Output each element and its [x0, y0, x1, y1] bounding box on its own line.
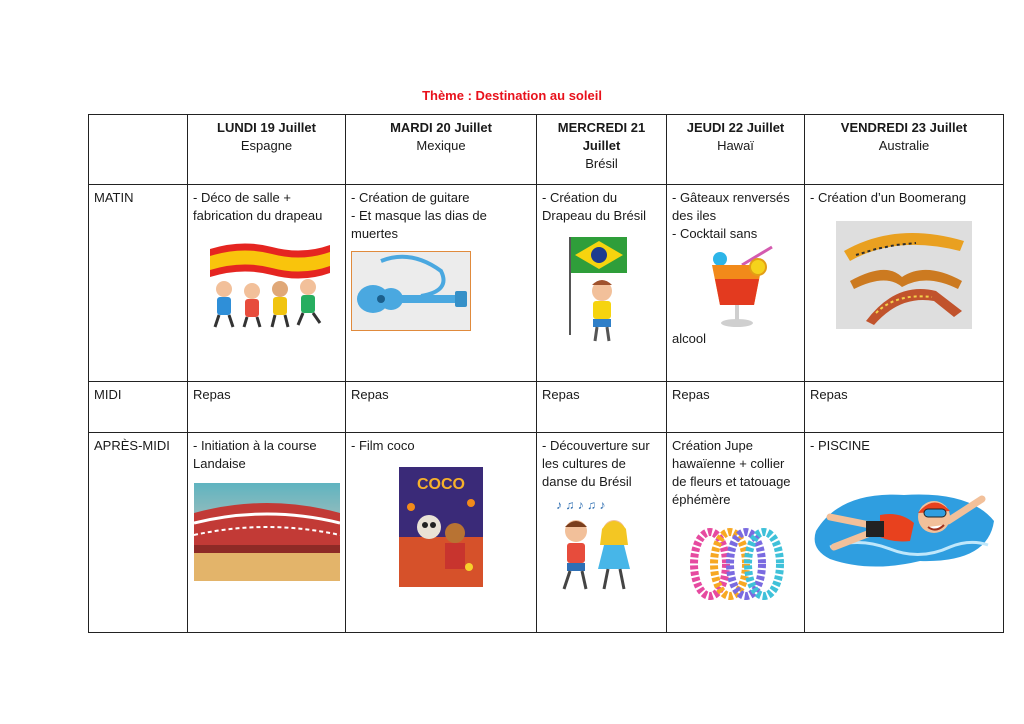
- day-country: Hawaï: [717, 138, 754, 153]
- noon-row: [89, 382, 1004, 433]
- activity-cell: Repas: [537, 382, 667, 433]
- activity-cell: [667, 185, 805, 382]
- children-group: [215, 279, 320, 327]
- activity-line: - PISCINE: [810, 438, 870, 453]
- activity-line: muertes: [351, 226, 398, 241]
- painted-boomerangs-photo: [836, 221, 972, 329]
- corner-cell: [89, 115, 188, 185]
- activity-cell: [667, 433, 805, 633]
- activity-line: - Cocktail sans: [672, 226, 758, 241]
- activity-cell: [346, 185, 537, 382]
- activity-line: - Création de guitare: [351, 190, 470, 205]
- activity-cell: [188, 185, 346, 382]
- activity-line: de fleurs et tatouage: [672, 474, 791, 489]
- activity-line: les cultures de: [542, 456, 626, 471]
- row-label-matin: MATIN: [89, 185, 188, 382]
- activity-cell: [537, 185, 667, 382]
- coco-movie-poster: [399, 467, 483, 587]
- activity-cell: [537, 433, 667, 633]
- tropical-cocktail-illustration: [702, 245, 777, 330]
- activity-line: fabrication du drapeau: [193, 208, 323, 223]
- activity-line: - Et masque las dias de: [351, 208, 487, 223]
- activity-line: éphémère: [672, 492, 731, 507]
- day-header: [805, 115, 1004, 185]
- day-title: MERCREDI 21 Juillet: [557, 120, 646, 153]
- activity-cell: Repas: [667, 382, 805, 433]
- activity-line: - Création d’un Boomerang: [810, 190, 967, 205]
- day-title: VENDREDI 23 Juillet: [840, 120, 968, 135]
- blue-ukulele-photo: [351, 251, 471, 331]
- flower-leis-photo: [688, 527, 784, 601]
- bullring-arena-illustration: [194, 483, 340, 581]
- activity-line: Création Jupe: [672, 438, 753, 453]
- activity-cell: [188, 433, 346, 633]
- activity-line: des iles: [672, 208, 717, 223]
- activity-cell: [346, 433, 537, 633]
- activity-schedule-table: [88, 114, 1004, 633]
- activity-line: - Déco de salle +: [193, 190, 291, 205]
- activity-cell: [805, 433, 1004, 633]
- activity-cell: [805, 185, 1004, 382]
- row-label-midi: MIDI: [89, 382, 188, 433]
- day-country: Mexique: [416, 138, 466, 153]
- day-country: Australie: [878, 138, 930, 153]
- page-title: Thème : Destination au soleil: [422, 88, 602, 103]
- morning-row: [89, 185, 1004, 382]
- boy-with-brazil-flag-illustration: [562, 235, 632, 345]
- header-row: [89, 115, 1004, 185]
- activity-cell: Repas: [346, 382, 537, 433]
- spain-flag-children-illustration: [202, 239, 332, 329]
- afternoon-row: [89, 433, 1004, 633]
- svg-text:COCO: COCO: [417, 476, 465, 493]
- activity-line: - Découverture sur: [542, 438, 650, 453]
- row-label-apres-midi: APRÈS-MIDI: [89, 433, 188, 633]
- day-header: [346, 115, 537, 185]
- activity-line: danse du Brésil: [542, 474, 632, 489]
- day-title: MARDI 20 Juillet: [390, 120, 492, 135]
- day-header: [537, 115, 667, 185]
- day-header: [188, 115, 346, 185]
- activity-line: Drapeau du Brésil: [542, 208, 647, 223]
- activity-line: - Film coco: [351, 438, 415, 453]
- activity-line: - Création du: [542, 190, 618, 205]
- activity-cell: Repas: [188, 382, 346, 433]
- swimming-boy-illustration: [810, 477, 998, 577]
- activity-line: - Initiation à la course: [193, 438, 317, 453]
- day-header: [667, 115, 805, 185]
- dancing-children-illustration: [546, 495, 646, 595]
- activity-line: - Gâteaux renversés: [672, 190, 790, 205]
- activity-caption: alcool: [672, 331, 706, 346]
- day-country: Espagne: [240, 138, 293, 153]
- activity-line: hawaïenne + collier: [672, 456, 785, 471]
- day-title: JEUDI 22 Juillet: [686, 120, 785, 135]
- day-country: Brésil: [585, 156, 618, 171]
- activity-cell: Repas: [805, 382, 1004, 433]
- svg-text:♪ ♫ ♪ ♫ ♪: ♪ ♫ ♪ ♫ ♪: [556, 498, 606, 512]
- day-title: LUNDI 19 Juillet: [217, 120, 316, 135]
- activity-line: Landaise: [193, 456, 246, 471]
